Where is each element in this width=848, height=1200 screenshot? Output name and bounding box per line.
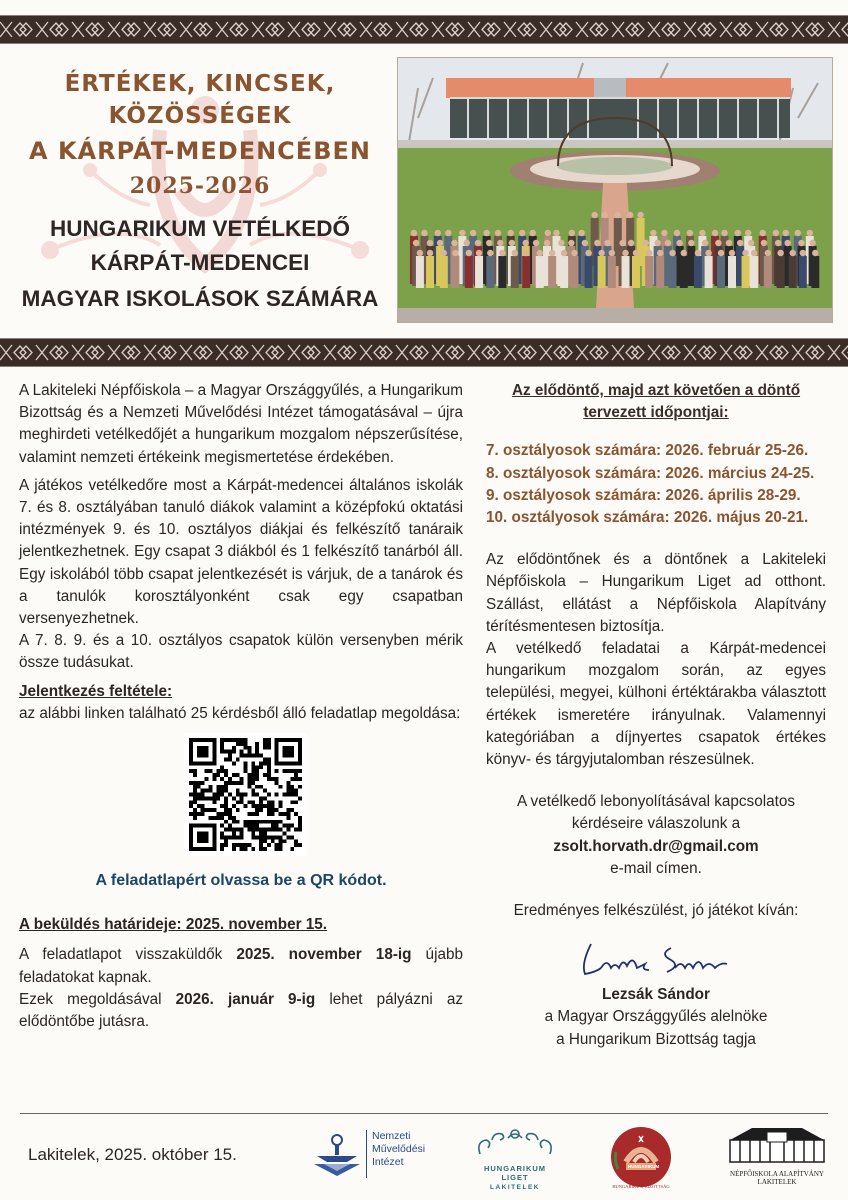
liget-text-2: LAKITELEK — [490, 1184, 540, 1191]
followup-text-end: újabb feladatokat kapnak. — [19, 946, 463, 986]
categories-paragraph: A 7. 8. 9. és a 10. osztályos csapatok külön versenyben mérik össze tudásukat. — [19, 632, 463, 672]
bizottsag-text-1: HUNGARIKUM — [628, 1164, 660, 1169]
subtitle-line-1: HUNGARIKUM VETÉLKEDŐ — [49, 216, 350, 241]
right-column — [486, 380, 826, 1051]
contact-email[interactable]: zsolt.horvath.dr@gmail.com — [553, 837, 759, 855]
apply-date: 2026. január 9-ig — [175, 990, 316, 1008]
title-line-1: ÉRTÉKEK, KINCSEK, — [64, 71, 336, 97]
signer-role-1: a Magyar Országgyűlés alelnöke — [544, 1008, 768, 1026]
logo-nepfoiskola-alapitvany — [722, 1126, 832, 1188]
logo-hungarikum-liget — [470, 1128, 560, 1191]
schedule-item-9: 9. osztályosok számára: 2026. április 28-29. — [486, 486, 801, 504]
signature — [486, 934, 826, 982]
intro-paragraph: A Lakiteleki Népfőiskola – a Magyar Országgyűlés, a Hungarikum Bizottság és a Nemzeti Művelődési Intézet támogatásával – újra meghirdeti vetélkedőjét a hungarikum mozgalom népszerűsítése, valamint nemzeti értékeink megismertetése érdekében. — [19, 382, 463, 466]
apply-paragraph — [19, 989, 463, 1033]
schedule-list — [486, 440, 826, 529]
signer-name: Lezsák Sándor — [602, 986, 710, 1004]
title-year: 2025-2026 — [129, 173, 271, 199]
schedule-item-10: 10. osztályosok számára: 2026. május 20-21. — [486, 509, 809, 527]
logo-hungarikum-bizottsag — [608, 1124, 674, 1190]
alapitvany-text-2: LAKITELEK — [757, 1178, 797, 1186]
footer-divider — [20, 1113, 828, 1114]
venue-paragraph: Az elődöntőnek és a döntőnek a Lakiteleki Népfőiskola – Hungarikum Liget ad otthont. Szállást, ellátást a Népfőiskola Alapítvány térítésmentesen biztosítja. — [486, 551, 826, 635]
ornament-band-middle — [0, 338, 848, 367]
building-icon — [722, 1126, 832, 1164]
ornament-band-top — [0, 15, 848, 44]
place-date: Lakitelek, 2025. október 15. — [28, 1145, 237, 1164]
participants-paragraph: A játékos vetélkedőre most a Kárpát-medencei általános iskolák 7. és 8. osztályában tanuló diákok valamint a középfokú oktatási intézmények 9. és 10. osztályos diákjai és felkészítő tanáraik jelentkezhetnek. Egy csapat 3 diákból és 1 felkészítő tanárból áll. Egy iskolából több csapat jelentkezését is várjuk, de a tanárok és a tanulók korosztályonként csak egy csapatban versenyezhetnek. — [19, 476, 463, 628]
apply-text: Ezek megoldásával — [19, 990, 176, 1008]
bizottsag-text-2: HUNGARIKUM BIZOTTSÁG — [612, 1184, 670, 1189]
contact-line-2: kérdéseire válaszolunk a — [571, 815, 741, 833]
bizottsag-seal-icon — [608, 1124, 674, 1190]
contact-line-3: e-mail címen. — [610, 859, 702, 877]
schedule-item-8: 8. osztályosok számára: 2026. március 24-25. — [486, 464, 815, 482]
signature-image — [571, 934, 741, 982]
deadline-heading: A beküldés határideje: 2025. november 15. — [19, 916, 328, 934]
nmi-text-3: Intézet — [372, 1156, 404, 1168]
contact-block — [486, 791, 826, 880]
followup-text: A feladatlapot visszaküldők — [19, 946, 237, 964]
title-line-2: KÖZÖSSÉGEK — [108, 103, 292, 129]
group-photo — [397, 57, 833, 323]
schedule-item-7: 7. osztályosok számára: 2026. február 25-26. — [486, 442, 809, 460]
apply-text-end: lehet pályázni az elődöntőbe jutásra. — [19, 990, 464, 1031]
contact-line-1: A vetélkedő lebonyolításával kapcsolatos — [516, 793, 796, 811]
wish-text: Eredményes felkészülést, jó játékot kíván: — [513, 902, 799, 920]
left-column — [19, 380, 463, 1033]
nmi-emblem-icon — [312, 1132, 362, 1178]
tasks-paragraph: A vetélkedő feladatai a Kárpát-medencei hungarikum mozgalom során, az egyes települési, megyei, külhoni értéktárakba választott értékek ismeretére irányulnak. Valamennyi kategóriában a díjnyertes csapatok értékes könyv- és tárgyjutalomban részesülnek. — [486, 640, 826, 769]
qr-caption: A feladatlapért olvassa be a QR kódot. — [95, 872, 387, 890]
nmi-text-2: Művelődési — [372, 1143, 426, 1155]
condition-heading: Jelentkezés feltétele: — [19, 682, 173, 700]
qr-code[interactable] — [184, 733, 307, 856]
followup-date: 2025. november 18-ig — [236, 946, 412, 964]
schedule-heading: Az elődöntő, majd azt követően a döntő tervezett időpontjai: — [511, 382, 801, 422]
title-line-3: A KÁRPÁT-MEDENCÉBEN — [29, 137, 371, 165]
liget-text-1: HUNGARIKUM LIGET — [483, 1164, 547, 1182]
nmi-text-1: Nemzeti — [372, 1130, 411, 1142]
subtitle-line-3: MAGYAR ISKOLÁSOK SZÁMÁRA — [21, 286, 379, 311]
signer-role-2: a Hungarikum Bizottság tagja — [556, 1030, 756, 1048]
alapitvany-text-1: NÉPFŐISKOLA ALAPÍTVÁNY — [730, 1170, 824, 1178]
subtitle-line-2: KÁRPÁT-MEDENCEI — [90, 250, 310, 275]
followup-paragraph — [19, 944, 463, 988]
liget-ornament-icon — [470, 1128, 560, 1158]
logo-nmi — [312, 1130, 447, 1180]
condition-text: az alábbi linken található 25 kérdésből álló feladatlap megoldása: — [19, 704, 461, 722]
